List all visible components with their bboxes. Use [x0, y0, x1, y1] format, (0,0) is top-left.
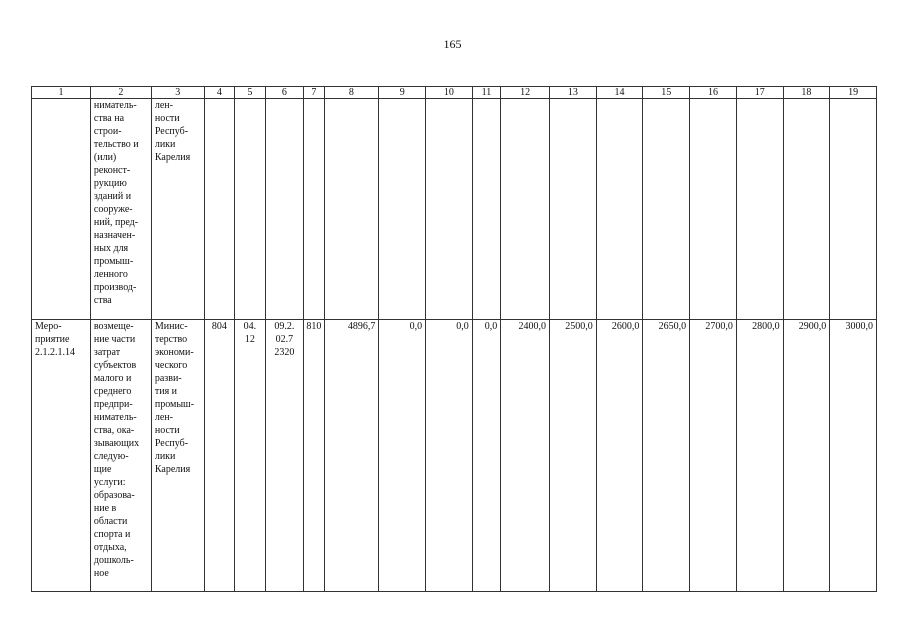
column-number-19: 19 — [830, 87, 877, 99]
column-number-17: 17 — [736, 87, 783, 99]
column-number-7: 7 — [304, 87, 324, 99]
cell-text-line: возмеще- — [93, 321, 134, 332]
cell-text-line: тия и — [154, 386, 178, 397]
cell-text-line: 2320 — [274, 347, 295, 358]
cell-text-line: щие — [93, 464, 112, 475]
cell-text-line: ства — [93, 295, 112, 306]
cell-text-line: образова- — [93, 490, 135, 501]
code-grbs-cell: 804 — [204, 320, 234, 592]
empty-cell — [379, 99, 426, 320]
cell-text-line: (или) — [93, 152, 117, 163]
cell-text-line: затрат — [93, 347, 121, 358]
cell-text-line: Респуб- — [154, 126, 189, 137]
value-cell-col19: 3000,0 — [830, 320, 877, 592]
empty-cell — [736, 99, 783, 320]
cell-text-line: спорта и — [93, 529, 131, 540]
cell-text-line: ности — [154, 113, 180, 124]
cell-text-line: назначен- — [93, 230, 136, 241]
column-number-12: 12 — [501, 87, 550, 99]
cell-text-line: промыш- — [93, 256, 134, 267]
cell-text-line: 09.2. — [274, 321, 295, 332]
cell-text-line: ное — [93, 568, 109, 579]
cell-text-line: Карелия — [154, 152, 191, 163]
column-number-3: 3 — [151, 87, 204, 99]
cell-text-line: 12 — [244, 334, 255, 345]
empty-cell — [596, 99, 643, 320]
value-cell-col16: 2700,0 — [690, 320, 737, 592]
cell-text-line: 02.7 — [275, 334, 294, 345]
responsible-executor-cell — [151, 320, 204, 592]
value-cell-col17: 2800,0 — [736, 320, 783, 592]
cell-text-line: ниматель- — [93, 100, 137, 111]
empty-cell — [204, 99, 234, 320]
empty-cell — [235, 99, 265, 320]
cell-text-line: строи- — [93, 126, 122, 137]
value-cell-col11: 0,0 — [472, 320, 500, 592]
cell-text-line: лен- — [154, 412, 173, 423]
column-number-row — [32, 87, 877, 99]
empty-cell — [549, 99, 596, 320]
cell-text-line: ленного — [93, 269, 128, 280]
cell-text-line: Карелия — [154, 464, 191, 475]
cell-text-line: дошколь- — [93, 555, 134, 566]
cell-text-line: ние в — [93, 503, 117, 514]
empty-cell — [324, 99, 379, 320]
column-number-15: 15 — [643, 87, 690, 99]
empty-cell — [265, 99, 304, 320]
cell-text-line: отдыха, — [93, 542, 127, 553]
row1-col1 — [32, 99, 91, 320]
column-number-2: 2 — [90, 87, 151, 99]
value-cell-col13: 2500,0 — [549, 320, 596, 592]
value-cell-col15: 2650,0 — [643, 320, 690, 592]
cell-text-line: субъектов — [93, 360, 137, 371]
page-number: 165 — [443, 37, 462, 51]
empty-cell — [304, 99, 324, 320]
empty-cell — [830, 99, 877, 320]
cell-text-line: разви- — [154, 373, 182, 384]
cell-text-line: предпри- — [93, 399, 133, 410]
cell-text-line: 2.1.2.1.14 — [35, 347, 75, 358]
cell-text-line: ства на — [93, 113, 125, 124]
column-number-13: 13 — [549, 87, 596, 99]
cell-text-line: ных для — [93, 243, 129, 254]
cell-text-line: лики — [154, 139, 176, 150]
column-number-6: 6 — [265, 87, 304, 99]
column-number-5: 5 — [235, 87, 265, 99]
column-number-16: 16 — [690, 87, 737, 99]
code-rzpr-cell — [235, 320, 265, 592]
cell-text-line: ние части — [93, 334, 136, 345]
cell-text-line: рукцию — [93, 178, 127, 189]
cell-text-line: тельство и — [93, 139, 139, 150]
column-number-11: 11 — [472, 87, 500, 99]
table-row — [32, 99, 877, 320]
cell-text-line: следую- — [93, 451, 129, 462]
empty-cell — [426, 99, 473, 320]
cell-text-line: зывающих — [93, 438, 140, 449]
value-cell-col12: 2400,0 — [501, 320, 550, 592]
empty-cell — [643, 99, 690, 320]
cell-text-line: экономи- — [154, 347, 194, 358]
column-number-10: 10 — [426, 87, 473, 99]
cell-text-line: ства, ока- — [93, 425, 135, 436]
value-cell-col9: 0,0 — [379, 320, 426, 592]
column-number-4: 4 — [204, 87, 234, 99]
row1-col2 — [90, 99, 151, 320]
cell-text-line: Респуб- — [154, 438, 189, 449]
column-number-9: 9 — [379, 87, 426, 99]
empty-cell — [690, 99, 737, 320]
cell-text-line: малого и — [93, 373, 132, 384]
cell-text-line: Меро- — [35, 321, 62, 332]
value-cell-col8: 4896,7 — [324, 320, 379, 592]
cell-text-line: ческого — [154, 360, 188, 371]
column-number-14: 14 — [596, 87, 643, 99]
cell-text-line: производ- — [93, 282, 137, 293]
cell-text-line: ний, пред- — [93, 217, 139, 228]
value-cell-col10: 0,0 — [426, 320, 473, 592]
cell-text-line: зданий и — [93, 191, 132, 202]
value-cell-col18: 2900,0 — [783, 320, 830, 592]
column-number-1: 1 — [32, 87, 91, 99]
column-number-18: 18 — [783, 87, 830, 99]
cell-text-line: лики — [154, 451, 176, 462]
cell-text-line: промыш- — [154, 399, 195, 410]
cell-text-line: 04. — [243, 321, 257, 332]
cell-text-line: лен- — [154, 100, 173, 111]
budget-table — [31, 86, 877, 592]
empty-cell — [501, 99, 550, 320]
table-row — [32, 320, 877, 592]
measure-description-cell — [90, 320, 151, 592]
code-csr-cell — [265, 320, 304, 592]
measure-name-cell — [32, 320, 91, 592]
column-number-8: 8 — [324, 87, 379, 99]
code-vr-cell: 810 — [304, 320, 324, 592]
cell-text-line: ности — [154, 425, 180, 436]
cell-text-line: терство — [154, 334, 188, 345]
cell-text-line: Минис- — [154, 321, 188, 332]
value-cell-col14: 2600,0 — [596, 320, 643, 592]
cell-text-line: области — [93, 516, 128, 527]
cell-text-line: приятие — [35, 334, 70, 345]
empty-cell — [472, 99, 500, 320]
cell-text-line: среднего — [93, 386, 132, 397]
cell-text-line: реконст- — [93, 165, 131, 176]
empty-cell — [783, 99, 830, 320]
cell-text-line: сооруже- — [93, 204, 133, 215]
cell-text-line: услуги: — [93, 477, 126, 488]
row1-col3 — [151, 99, 204, 320]
cell-text-line: ниматель- — [93, 412, 137, 423]
